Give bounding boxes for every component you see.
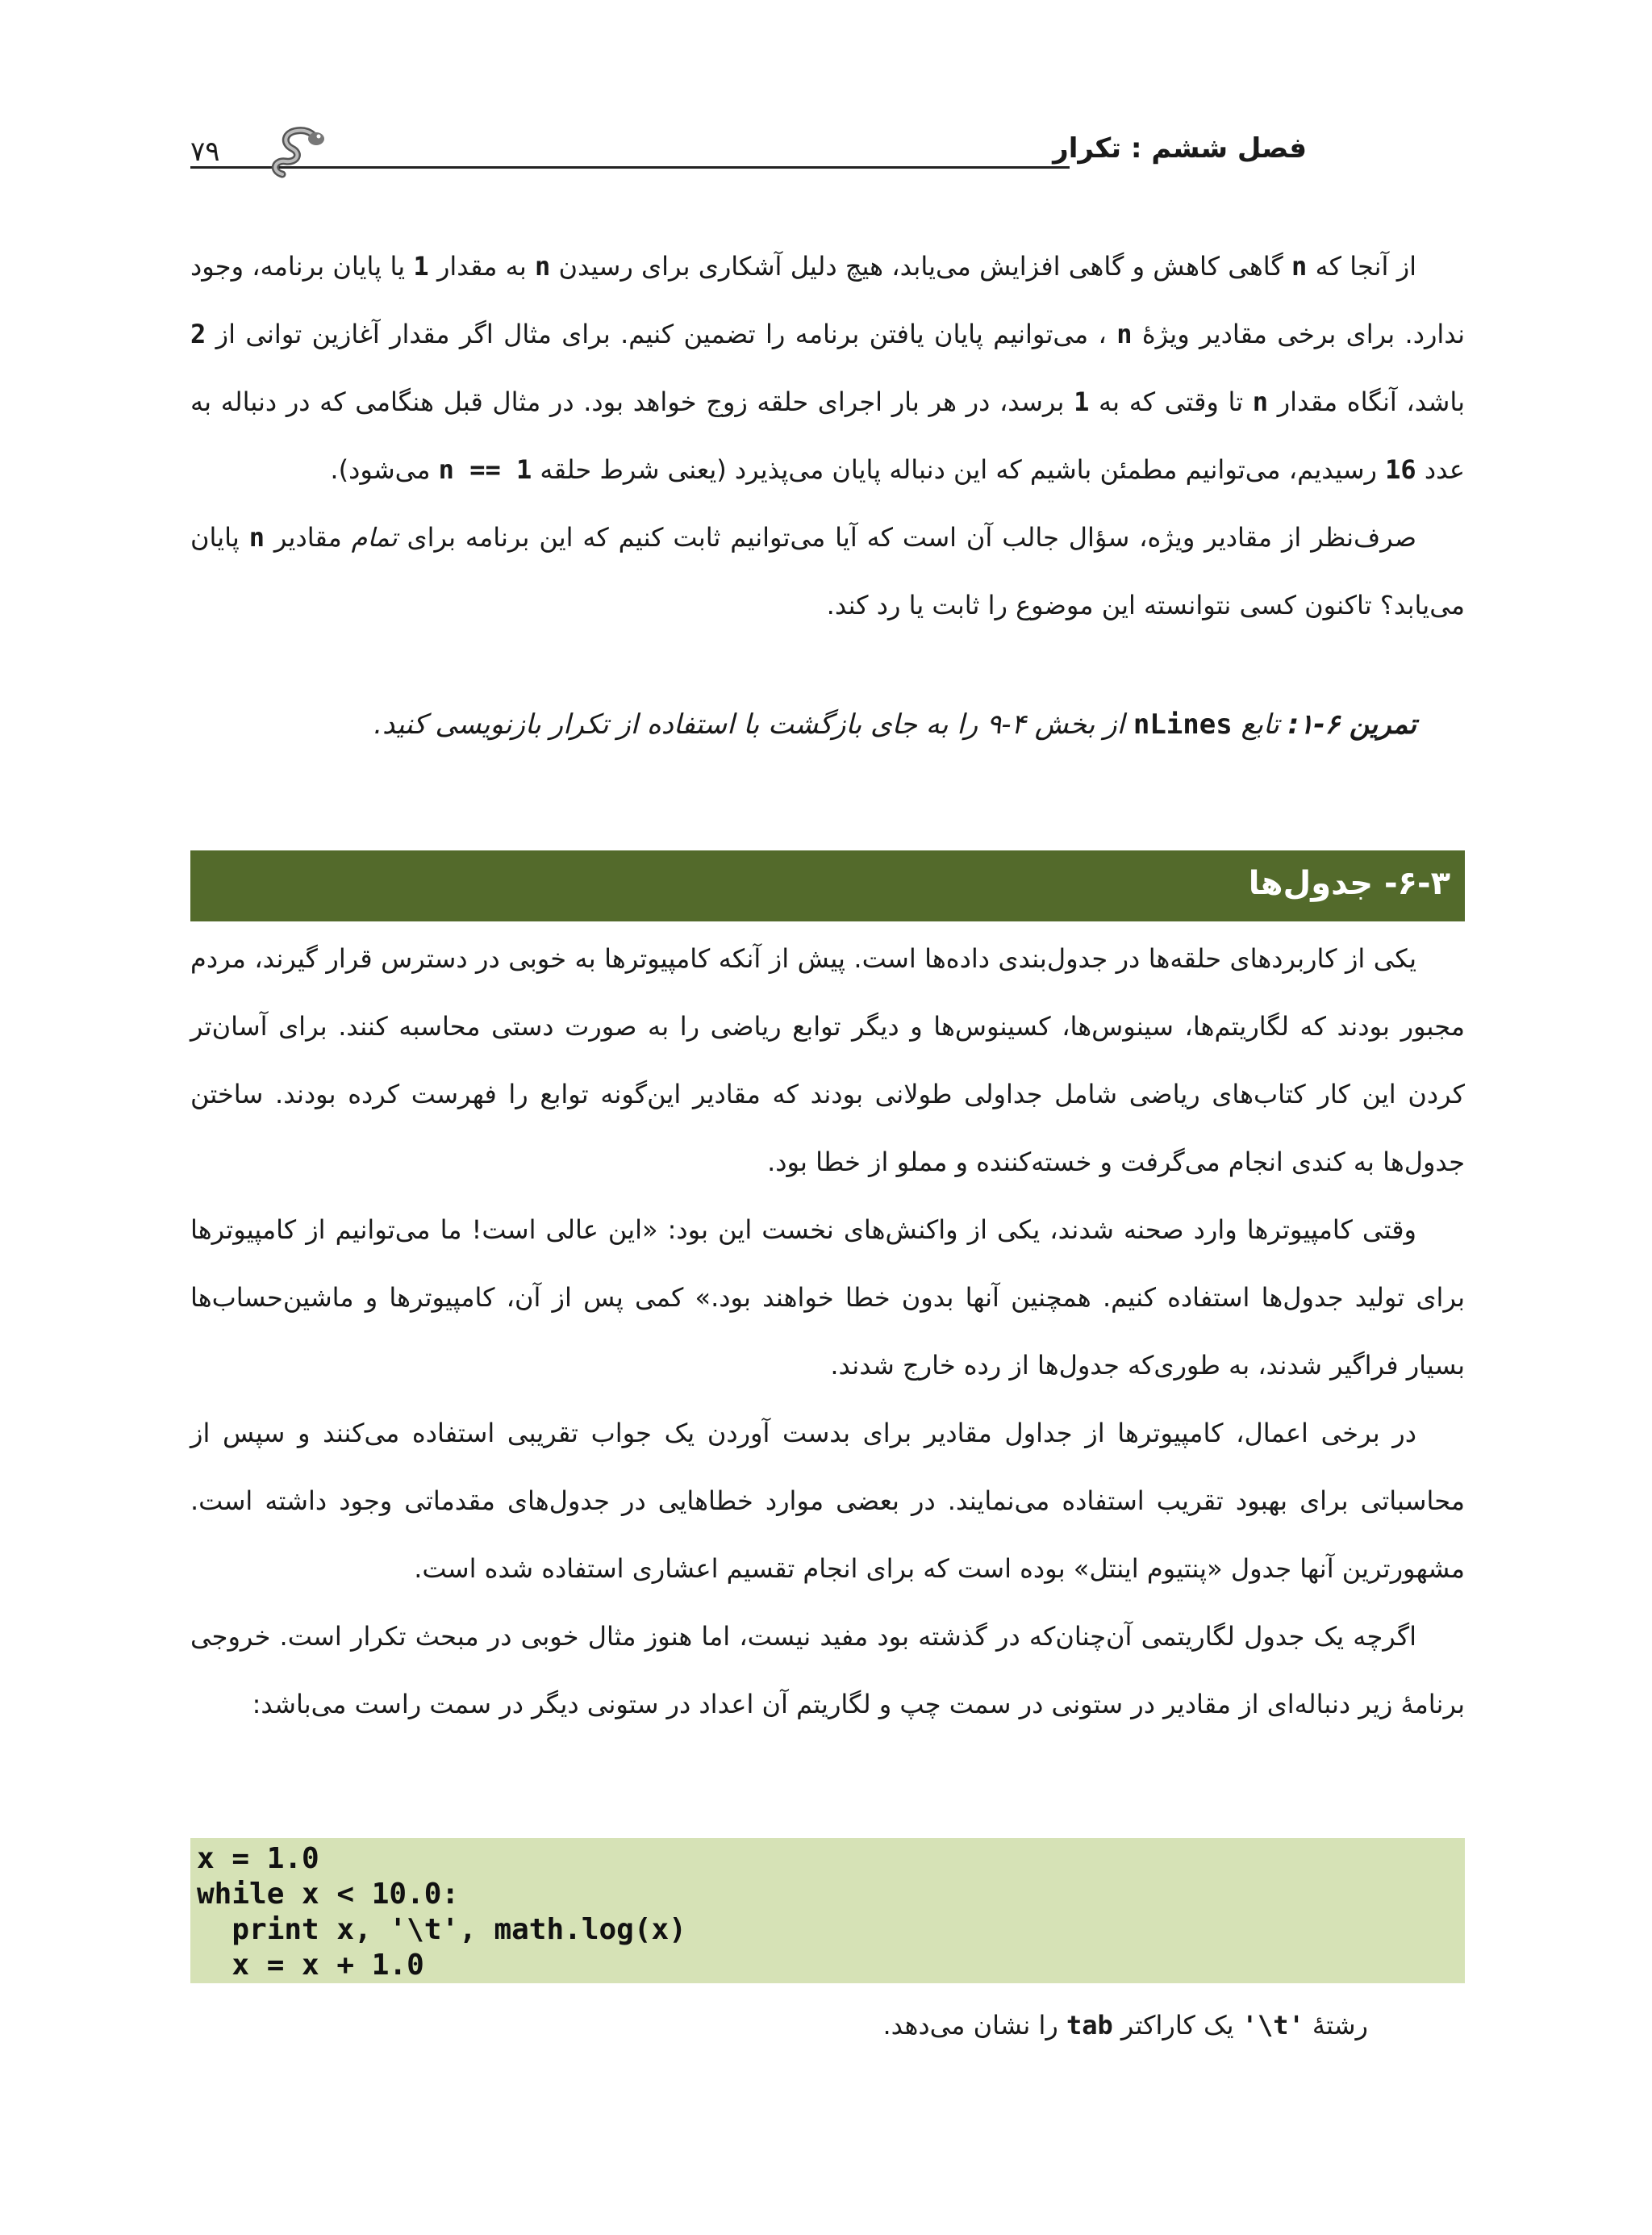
code-listing bbox=[190, 1838, 1465, 1986]
page-number: ۷۹ bbox=[190, 136, 220, 168]
paragraph: از آنجا که n گاهی کاهش و گاهی افزایش می‌یابد، هیچ دلیل آشکاری برای رسیدن n به مقدار 1 یا پایان برنامه، وجود ندارد. برای برخی مقادیر ویژۀ n ، می‌توانیم پایان یافتن برنامه را تضمین کنیم. برای مثال اگر مقدار آغازین توانی از 2 باشد، آنگاه مقدار n تا وقتی که به 1 برسد، در هر بار اجرای حلقه زوج خواهد بود. در مثال قبل هنگامی که در دنباله به عدد 16 رسیدیم، می‌توانیم مطمئن باشیم که این دنباله پایان می‌پذیرد (یعنی شرط حلقه n == 1 می‌شود). bbox=[190, 251, 1466, 485]
section-1-body bbox=[190, 232, 1465, 639]
paragraph: یکی از کاربردهای حلقه‌ها در جدول‌بندی داده‌ها است. پیش از آنکه کامپیوترها به خوبی در دسترس قرار گیرند، مردم مجبور بودند که لگاریتم‌ها، سینوس‌ها، کسینوس‌ها و دیگر توابع ریاضی را به صورت دستی محاسبه کنند. برای آسان‌تر کردن این کار کتاب‌های ریاضی شامل جداولی طولانی بودند که مقادیر این‌گونه توابع را فهرست کرده بودند. ساختن جدول‌ها به کندی انجام می‌گرفت و خسته‌کننده و مملو از خطا بود. bbox=[190, 943, 1465, 1177]
paragraph: در برخی اعمال، کامپیوترها از جداول مقادیر برای بدست آوردن یک جواب تقریبی استفاده می‌کنند و سپس از محاسباتی برای بهبود تقریب استفاده می‌نمایند. در بعضی موارد خطاهایی در جدول‌های مقدماتی وجود داشته است. مشهورترین آنها جدول «پنتیوم اینتل» بوده است که برای انجام تقسیم اعشاری استفاده شده است. bbox=[190, 1418, 1465, 1584]
exercise-6-1 bbox=[190, 692, 1465, 757]
running-header bbox=[190, 121, 1465, 186]
code-block bbox=[190, 1838, 1465, 1983]
chapter-title: فصل ششم : تکرار bbox=[1053, 132, 1307, 165]
paragraph: اگرچه یک جدول لگاریتمی آن‌چنان‌که در گذشته بود مفید نیست، اما هنوز مثال خوبی در مبحث تکرار است. خروجی برنامۀ زیر دنباله‌ای از مقادیر در ستونی در سمت چپ و لگاریتم آن اعداد در ستونی دیگر در سمت راست می‌باشد: bbox=[190, 1621, 1465, 1719]
paragraph: وقتی کامپیوترها وارد صحنه شدند، یکی از واکنش‌های نخست این بود: «این عالی است! ما می‌توانیم از کامپیوترها برای تولید جدول‌ها استفاده کنیم. همچنین آنها بدون خطا خواهند بود.» کمی پس از آن، کامپیوترها و ماشین‌حساب‌ها بسیار فراگیر شدند، به طوری‌که جدول‌ها از رده خارج شدند. bbox=[190, 1214, 1465, 1381]
code-line: print x, '\t', math.log(x) bbox=[197, 1913, 686, 1946]
paragraph: صرف‌نظر از مقادیر ویژه، سؤال جالب آن است که آیا می‌توانیم ثابت کنیم که این برنامه برای تمام مقادیر n پایان می‌یابد؟ تاکنون کسی نتوانسته این موضوع را ثابت یا رد کند. bbox=[190, 522, 1465, 620]
code-line: x = 1.0 bbox=[197, 1842, 319, 1875]
paragraph: تمرین ۶-۱: تابع nLines از بخش ۴-۹ را به جای بازگشت با استفاده از تکرار بازنویسی کنید. bbox=[373, 708, 1416, 741]
snake-mascot-icon bbox=[266, 121, 327, 181]
code-line: x = x + 1.0 bbox=[197, 1949, 424, 1982]
section-heading: ۶-۳- جدول‌ها bbox=[1248, 865, 1450, 902]
exercise-label: تمرین ۶-۱: bbox=[1287, 708, 1416, 741]
closing-note: رشتۀ '\t' یک کاراکتر tab را نشان می‌دهد. bbox=[882, 2010, 1368, 2041]
section-2-body bbox=[190, 925, 1465, 1738]
section-heading-band bbox=[190, 850, 1465, 921]
code-line: while x < 10.0: bbox=[197, 1878, 460, 1911]
